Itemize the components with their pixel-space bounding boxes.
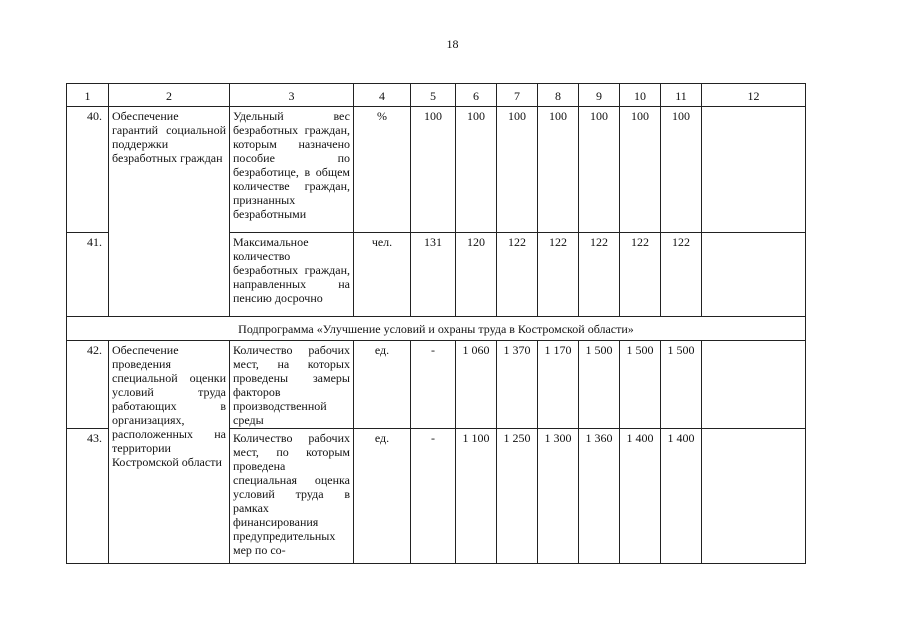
value-cell: 100 — [411, 107, 456, 233]
subprogram-row — [67, 317, 806, 341]
value-cell: 100 — [620, 107, 661, 233]
row-number: 41. — [67, 233, 109, 317]
value-cell: 100 — [497, 107, 538, 233]
value-cell: 1 250 — [497, 429, 538, 564]
value-cell: 122 — [497, 233, 538, 317]
unit-cell: ед. — [354, 429, 411, 564]
task-cell: Обеспечение проведения специальной оценки условий труда работающих в организациях, расположенных на территории Костромской области — [109, 341, 230, 564]
note-cell — [702, 341, 806, 429]
column-header: 7 — [497, 84, 538, 107]
value-cell: 1 100 — [456, 429, 497, 564]
value-cell: 1 500 — [579, 341, 620, 429]
value-cell: 122 — [579, 233, 620, 317]
value-cell: - — [411, 429, 456, 564]
value-cell: 1 370 — [497, 341, 538, 429]
column-header: 6 — [456, 84, 497, 107]
column-header: 5 — [411, 84, 456, 107]
column-header: 12 — [702, 84, 806, 107]
column-header: 1 — [67, 84, 109, 107]
value-cell: 100 — [538, 107, 579, 233]
unit-cell: чел. — [354, 233, 411, 317]
note-cell — [702, 429, 806, 564]
value-cell: 1 400 — [620, 429, 661, 564]
note-cell — [702, 233, 806, 317]
row-number: 42. — [67, 341, 109, 429]
value-cell: 131 — [411, 233, 456, 317]
indicator-cell: Максимальное количество безработных граждан, направленных на пенсию досрочно — [230, 233, 354, 317]
value-cell: 1 170 — [538, 341, 579, 429]
note-cell — [702, 107, 806, 233]
value-cell: 100 — [661, 107, 702, 233]
indicator-cell — [230, 429, 354, 564]
value-cell: 1 060 — [456, 341, 497, 429]
value-cell: 1 400 — [661, 429, 702, 564]
indicator-cell: Количество рабочих мест, на которых проведены замеры факторов производственной среды — [230, 341, 354, 429]
indicator-cell: Удельный вес безработных граждан, которым назначено пособие по безработице, в общем количестве граждан, признанных безработными — [230, 107, 354, 233]
column-header: 10 — [620, 84, 661, 107]
indicator-text: Количество рабочих мест, по которым проведена специальная оценка условий труда в рамках финансирования предупредительных мер по со- — [233, 431, 350, 557]
column-header: 9 — [579, 84, 620, 107]
table-row — [67, 107, 806, 233]
unit-cell: % — [354, 107, 411, 233]
value-cell: - — [411, 341, 456, 429]
indicators-table — [66, 83, 806, 564]
value-cell: 1 300 — [538, 429, 579, 564]
value-cell: 1 500 — [661, 341, 702, 429]
row-number: 40. — [67, 107, 109, 233]
column-header: 2 — [109, 84, 230, 107]
value-cell: 122 — [661, 233, 702, 317]
value-cell: 122 — [538, 233, 579, 317]
table-header-row — [67, 84, 806, 107]
table-row — [67, 341, 806, 429]
column-header: 3 — [230, 84, 354, 107]
row-number: 43. — [67, 429, 109, 564]
value-cell: 1 360 — [579, 429, 620, 564]
column-header: 4 — [354, 84, 411, 107]
task-cell: Обеспечение гарантий социальной поддержки безработных граждан — [109, 107, 230, 317]
value-cell: 100 — [456, 107, 497, 233]
subprogram-title: Подпрограмма «Улучшение условий и охраны труда в Костромской области» — [67, 317, 806, 341]
unit-cell: ед. — [354, 341, 411, 429]
page-number: 18 — [446, 37, 459, 51]
value-cell: 1 500 — [620, 341, 661, 429]
value-cell: 122 — [620, 233, 661, 317]
value-cell: 120 — [456, 233, 497, 317]
value-cell: 100 — [579, 107, 620, 233]
column-header: 8 — [538, 84, 579, 107]
column-header: 11 — [661, 84, 702, 107]
